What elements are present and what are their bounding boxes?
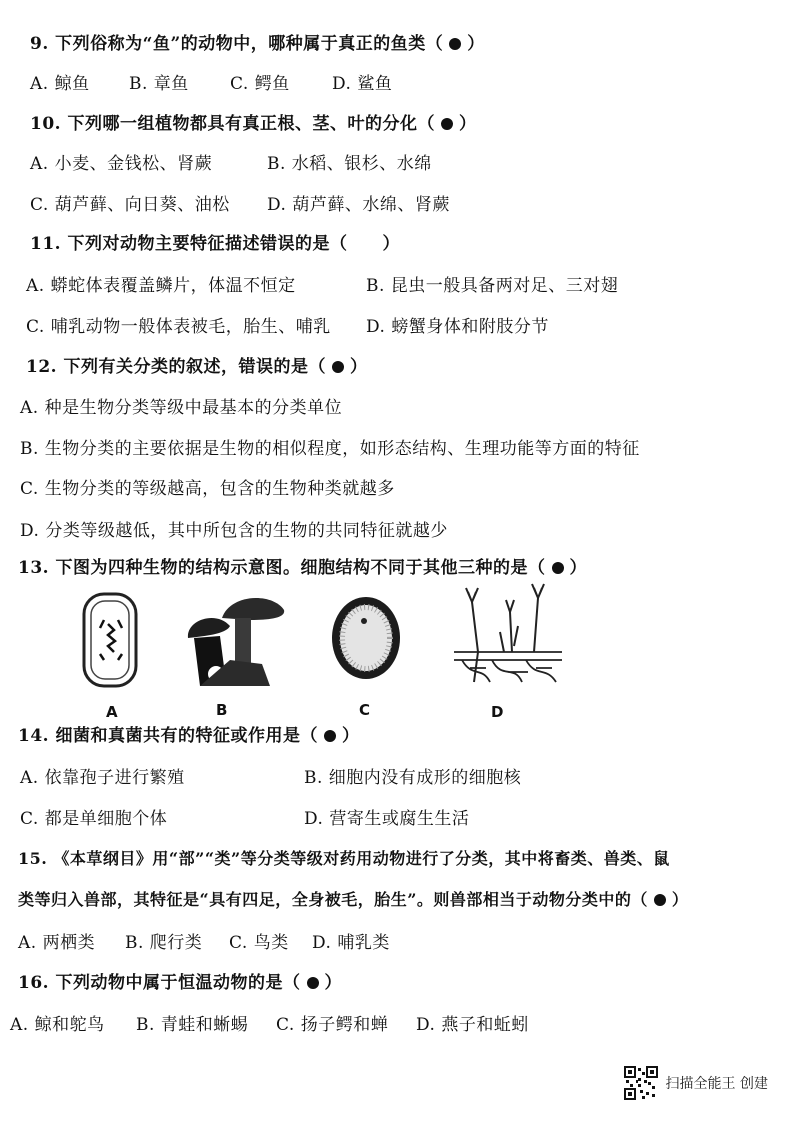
option-a: A. 蟒蛇体表覆盖鳞片，体温不恒定 — [26, 276, 296, 296]
option-a: A. 依靠孢子进行繁殖 — [20, 768, 185, 788]
figure-label-b: B — [216, 701, 228, 719]
figure-b-mushroom-illustration — [180, 590, 290, 690]
question-14-text: 14. 细菌和真菌共有的特征或作用是（ — [18, 726, 318, 746]
option-b: B. 青蛙和蜥蜴 — [136, 1015, 249, 1035]
figure-label-d: D — [491, 703, 504, 721]
question-14-stem — [18, 725, 360, 747]
question-12-option-a: A. 种是生物分类等级中最基本的分类单位 — [20, 398, 343, 418]
question-16-stem — [18, 972, 342, 994]
figure-c-cell-illustration — [328, 593, 404, 683]
question-9-text: 9. 下列俗称为“鱼”的动物中，哪种属于真正的鱼类（ — [30, 34, 444, 54]
question-12-text: 12. 下列有关分类的叙述，错误的是（ — [26, 357, 326, 377]
option-c: C. 鸟类 — [229, 933, 289, 953]
answer-dot — [324, 730, 336, 742]
question-13-close: ） — [569, 558, 587, 578]
question-16-close: ） — [324, 973, 342, 993]
answer-dot — [332, 361, 344, 373]
question-10-text: 10. 下列哪一组植物都具有真正根、茎、叶的分化（ — [30, 114, 435, 134]
answer-dot — [441, 118, 453, 130]
question-9-close: ） — [467, 34, 485, 54]
option-a: A. 小麦、金钱松、肾蕨 — [30, 154, 213, 174]
answer-dot — [307, 977, 319, 989]
question-10-stem — [30, 113, 477, 135]
question-16-text: 16. 下列动物中属于恒温动物的是（ — [18, 973, 301, 993]
scanner-watermark — [624, 1066, 768, 1100]
option-a: A. 两栖类 — [18, 933, 96, 953]
question-12-stem — [26, 356, 368, 378]
option-b: B. 细胞内没有成形的细胞核 — [304, 768, 522, 788]
option-b: B. 章鱼 — [129, 74, 189, 94]
option-c: C. 都是单细胞个体 — [20, 809, 168, 829]
question-9-stem — [30, 33, 485, 55]
question-11-stem — [30, 233, 400, 255]
option-b: B. 爬行类 — [125, 933, 203, 953]
figure-label-c: C — [359, 701, 371, 719]
option-c: C. 鳄鱼 — [230, 74, 290, 94]
watermark-text: 扫描全能王 创建 — [665, 1076, 768, 1092]
answer-dot — [552, 562, 564, 574]
option-c: C. 哺乳动物一般体表被毛，胎生、哺乳 — [26, 317, 331, 337]
question-12-close: ） — [350, 357, 368, 377]
answer-dot — [654, 894, 666, 906]
option-d: D. 营寄生或腐生生活 — [304, 809, 470, 829]
question-15-line-1: 15. 《本草纲目》用“部”“类”等分类等级对药用动物进行了分类，其中将畜类、兽类、鼠 — [18, 849, 670, 868]
question-15-line-2 — [18, 889, 688, 911]
option-a: A. 鲸和鸵鸟 — [10, 1015, 105, 1035]
question-11-text: 11. 下列对动物主要特征描述错误的是（ ） — [30, 234, 400, 254]
option-c: C. 扬子鳄和蝉 — [276, 1015, 389, 1035]
question-14-close: ） — [342, 726, 360, 746]
question-15-close: ） — [671, 890, 689, 909]
figure-d-mold-illustration — [452, 582, 564, 688]
option-b: B. 昆虫一般具备两对足、三对翅 — [366, 276, 619, 296]
question-13-stem — [18, 557, 587, 579]
option-b: B. 水稻、银杉、水绵 — [267, 154, 432, 174]
figure-label-a: A — [106, 703, 118, 721]
question-12-option-d: D. 分类等级越低，其中所包含的生物的共同特征就越少 — [20, 521, 448, 541]
option-a: A. 鲸鱼 — [30, 74, 90, 94]
figure-a-paramecium-illustration — [78, 590, 144, 690]
question-13-text: 13. 下图为四种生物的结构示意图。细胞结构不同于其他三种的是（ — [18, 558, 546, 578]
option-d: D. 燕子和蚯蚓 — [416, 1015, 529, 1035]
answer-dot — [449, 38, 461, 50]
option-d: D. 鲨鱼 — [332, 74, 393, 94]
qr-code-icon — [624, 1066, 658, 1100]
option-d: D. 螃蟹身体和附肢分节 — [366, 317, 549, 337]
question-12-option-b: B. 生物分类的主要依据是生物的相似程度，如形态结构、生理功能等方面的特征 — [20, 439, 640, 459]
question-10-close: ） — [459, 114, 477, 134]
option-d: D. 葫芦藓、水绵、肾蕨 — [267, 195, 450, 215]
option-c: C. 葫芦藓、向日葵、油松 — [30, 195, 230, 215]
question-12-option-c: C. 生物分类的等级越高，包含的生物种类就越多 — [20, 479, 395, 499]
question-15-text: 类等归入兽部，其特征是“具有四足，全身被毛，胎生”。则兽部相当于动物分类中的（ — [18, 890, 648, 909]
option-d: D. 哺乳类 — [312, 933, 390, 953]
